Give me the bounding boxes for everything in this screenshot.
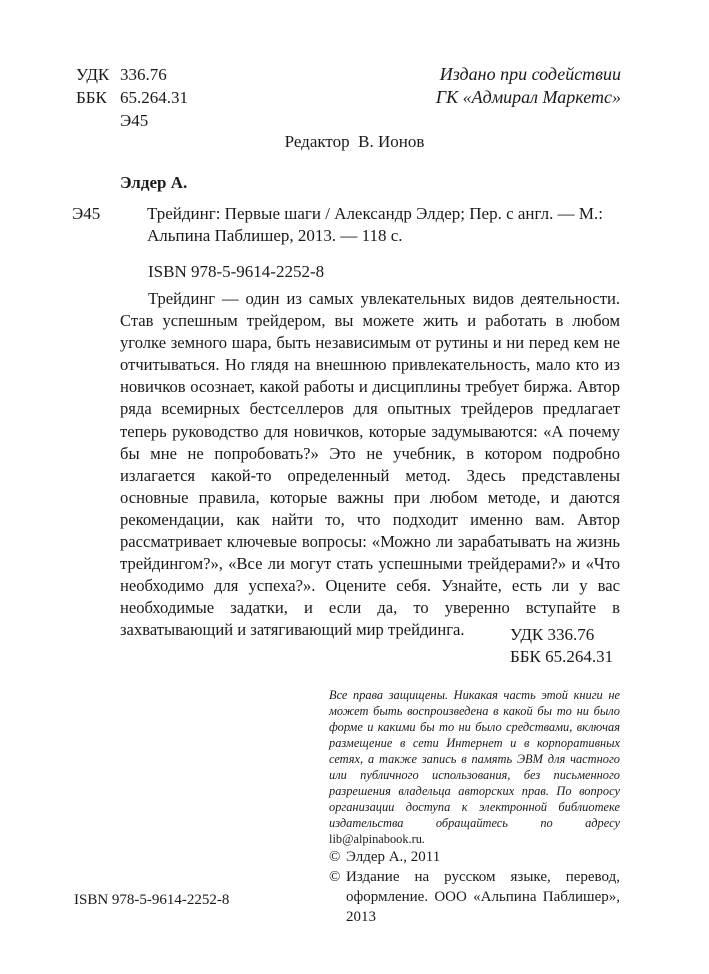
isbn-bottom: ISBN 978-5-9614-2252-8 — [74, 892, 230, 908]
catalog-code: Э45 — [72, 204, 101, 223]
udk-code: УДК 336.76 — [510, 625, 595, 644]
author-mark-row — [76, 109, 188, 132]
bbk-label: ББК — [76, 88, 107, 107]
rights-notice — [329, 687, 620, 847]
author-heading: Элдер А. — [120, 173, 188, 192]
copyright-item — [329, 847, 620, 867]
bbk-row — [76, 86, 188, 109]
rights-end: . — [421, 832, 426, 846]
author-mark-label — [76, 109, 120, 132]
isbn: ISBN 978-5-9614-2252-8 — [148, 262, 325, 281]
annotation-paragraph: Трейдинг — один из самых увлекательных видов деятельности. Став успешным трейдером, вы можете жить и работать в любом уголке земного шара, быть независимым от рутины и ни перед кем не отчитываться. Но глядя на внешнюю привлекательность, мало кто из новичков осознает, какой работы и дисциплины требует биржа. Автор ряда всемирных бестселлеров для опытных трейдеров предлагает теперь руководство для новичков, которые задумываются: «А почему бы мне не попробовать?» Это не учебник, в котором подробно излагается какой-то определенный метод. Здесь представлены основные правила, которые важны при любом методе, и даются рекомендации, как найти то, что подходит именно вам. Автор рассматривает ключевые вопросы: «Можно ли зарабатывать на жизнь трейдингом?», «Все ли могут стать успешными трейдерами?» и «Что необходимо для успеха?». Оцените себя. Узнайте, есть ли у вас необходимые задатки, и если да, то уверенно вступайте в захватывающий и затягивающий мир трейдинга. — [120, 289, 620, 640]
copyright-symbol: © — [329, 869, 341, 885]
catalog-description: Трейдинг: Первые шаги / Александр Элдер; Пер. с англ. — М.: Альпина Паблишер, 2013. — 118 с. — [147, 204, 603, 245]
author-mark-value: Э45 — [120, 111, 149, 130]
udk-label: УДК — [76, 65, 110, 84]
sponsor-note — [436, 63, 621, 109]
bbk-code: ББК 65.264.31 — [510, 647, 614, 666]
copyright-text: Издание на русском языке, перевод, оформление. ООО «Альпина Паблишер», 2013 — [346, 869, 620, 925]
copyright-item — [329, 867, 620, 927]
udk-value: 336.76 — [120, 65, 167, 84]
bbk-value: 65.264.31 — [120, 88, 188, 107]
copyright-symbol: © — [329, 849, 341, 865]
rights-text: Все права защищены. Никакая часть этой книги не может быть воспроизведена в какой бы то ни было форме и какими бы то ни было средствами, включая размещение в сети Интернет и в корпоративных сетях, а также запись в память ЭВМ для частного или публичного использования, без письменного разрешения владельца авторских прав. По вопросу организации доступа к электронной библиотеке издательства обращайтесь по адресу — [329, 688, 620, 830]
sponsor-line-2: ГК «Адмирал Маркетс» — [435, 87, 621, 107]
rights-email: lib@alpinabook.ru — [329, 832, 422, 846]
udk-row — [76, 63, 188, 86]
copyright-block — [329, 847, 620, 927]
classification-codes-right — [510, 624, 613, 668]
classification-codes — [76, 63, 188, 132]
sponsor-line-1: Издано при содействии — [439, 64, 621, 84]
catalog-record — [72, 203, 632, 247]
editor-credit: Редактор В. Ионов — [284, 132, 425, 151]
copyright-text: Элдер А., 2011 — [346, 849, 441, 865]
